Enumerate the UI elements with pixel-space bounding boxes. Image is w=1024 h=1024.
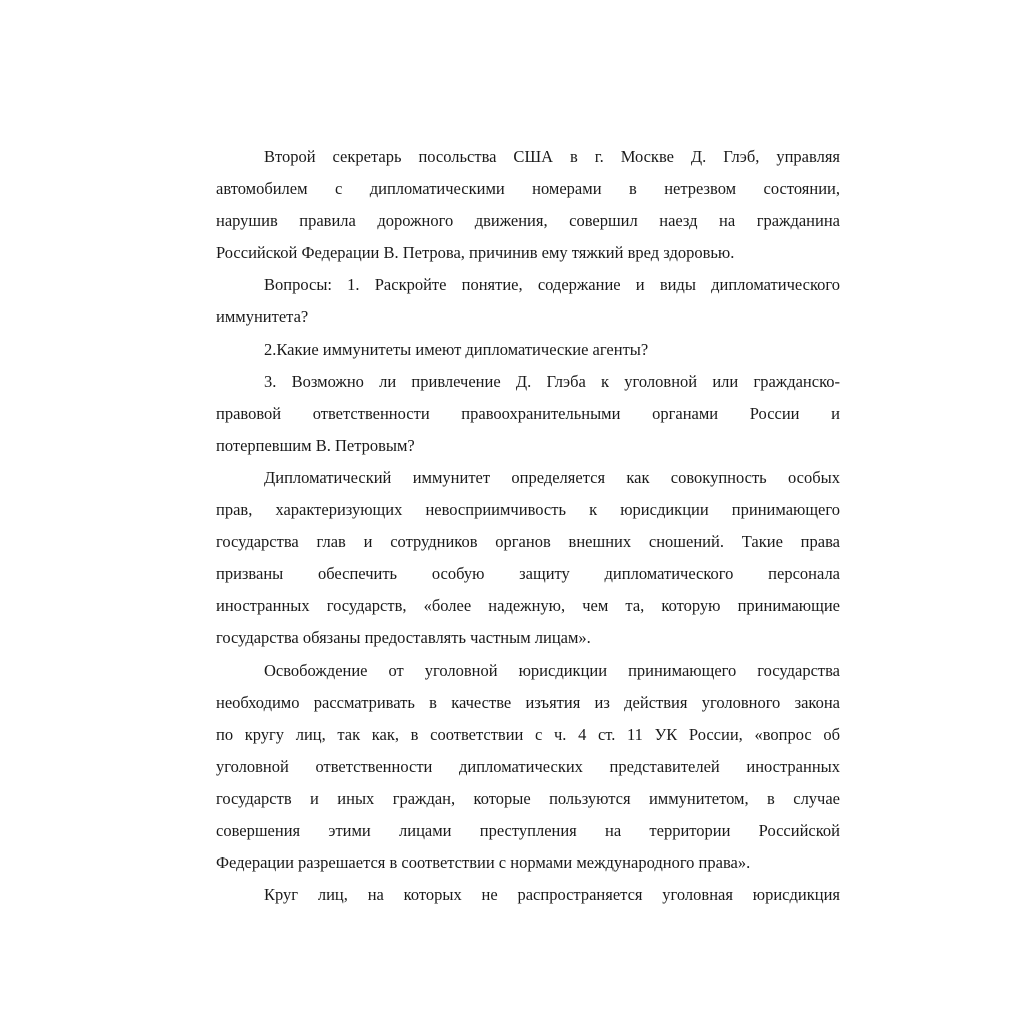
text-line: Федерации разрешается в соответствии с нормами международного права». xyxy=(216,853,751,873)
text-line: Российской Федерации В. Петрова, причинив ему тяжкий вред здоровью. xyxy=(216,243,735,263)
paragraph xyxy=(216,334,840,366)
paragraph xyxy=(216,655,840,880)
text-line: призваны обеспечить особую защиту дипломатического персонала xyxy=(216,564,840,584)
text-line: потерпевшим В. Петровым? xyxy=(216,435,415,455)
text-line: по кругу лиц, так как, в соответствии с ч. 4 ст. 11 УК России, «вопрос об xyxy=(216,724,840,744)
text-line: прав, характеризующих невосприимчивость к юрисдикции принимающего xyxy=(216,500,840,520)
text-line: совершения этими лицами преступления на территории Российской xyxy=(216,820,840,840)
paragraph xyxy=(216,141,840,269)
text-line: Круг лиц, на которых не распространяется уголовная юрисдикция xyxy=(264,885,840,905)
text-line: Освобождение от уголовной юрисдикции принимающего государства xyxy=(264,660,840,680)
text-line: Дипломатический иммунитет определяется как совокупность особых xyxy=(264,467,840,487)
paragraph xyxy=(216,879,840,911)
text-line: автомобилем с дипломатическими номерами в нетрезвом состоянии, xyxy=(216,179,840,199)
text-line: Вопросы: 1. Раскройте понятие, содержание и виды дипломатического xyxy=(264,275,840,295)
paragraph xyxy=(216,269,840,333)
text-line: 3. Возможно ли привлечение Д. Глэба к уголовной или гражданско- xyxy=(264,371,840,391)
text-line: государства обязаны предоставлять частным лицам». xyxy=(216,628,591,648)
text-line: государств и иных граждан, которые пользуются иммунитетом, в случае xyxy=(216,788,840,808)
text-line: 2.Какие иммунитеты имеют дипломатические агенты? xyxy=(264,339,649,359)
paragraph xyxy=(216,366,840,462)
text-line: государства глав и сотрудников органов внешних сношений. Такие права xyxy=(216,532,840,552)
text-line: необходимо рассматривать в качестве изъятия из действия уголовного закона xyxy=(216,692,840,712)
text-line: иммунитета? xyxy=(216,307,309,327)
text-line: иностранных государств, «более надежную, чем та, которую принимающие xyxy=(216,596,840,616)
document-page xyxy=(216,141,840,911)
text-line: Второй секретарь посольства США в г. Москве Д. Глэб, управляя xyxy=(264,147,840,166)
text-line: правовой ответственности правоохранительными органами России и xyxy=(216,403,840,423)
text-line: нарушив правила дорожного движения, совершил наезд на гражданина xyxy=(216,211,840,231)
text-line: уголовной ответственности дипломатических представителей иностранных xyxy=(216,756,840,776)
paragraph xyxy=(216,462,840,655)
